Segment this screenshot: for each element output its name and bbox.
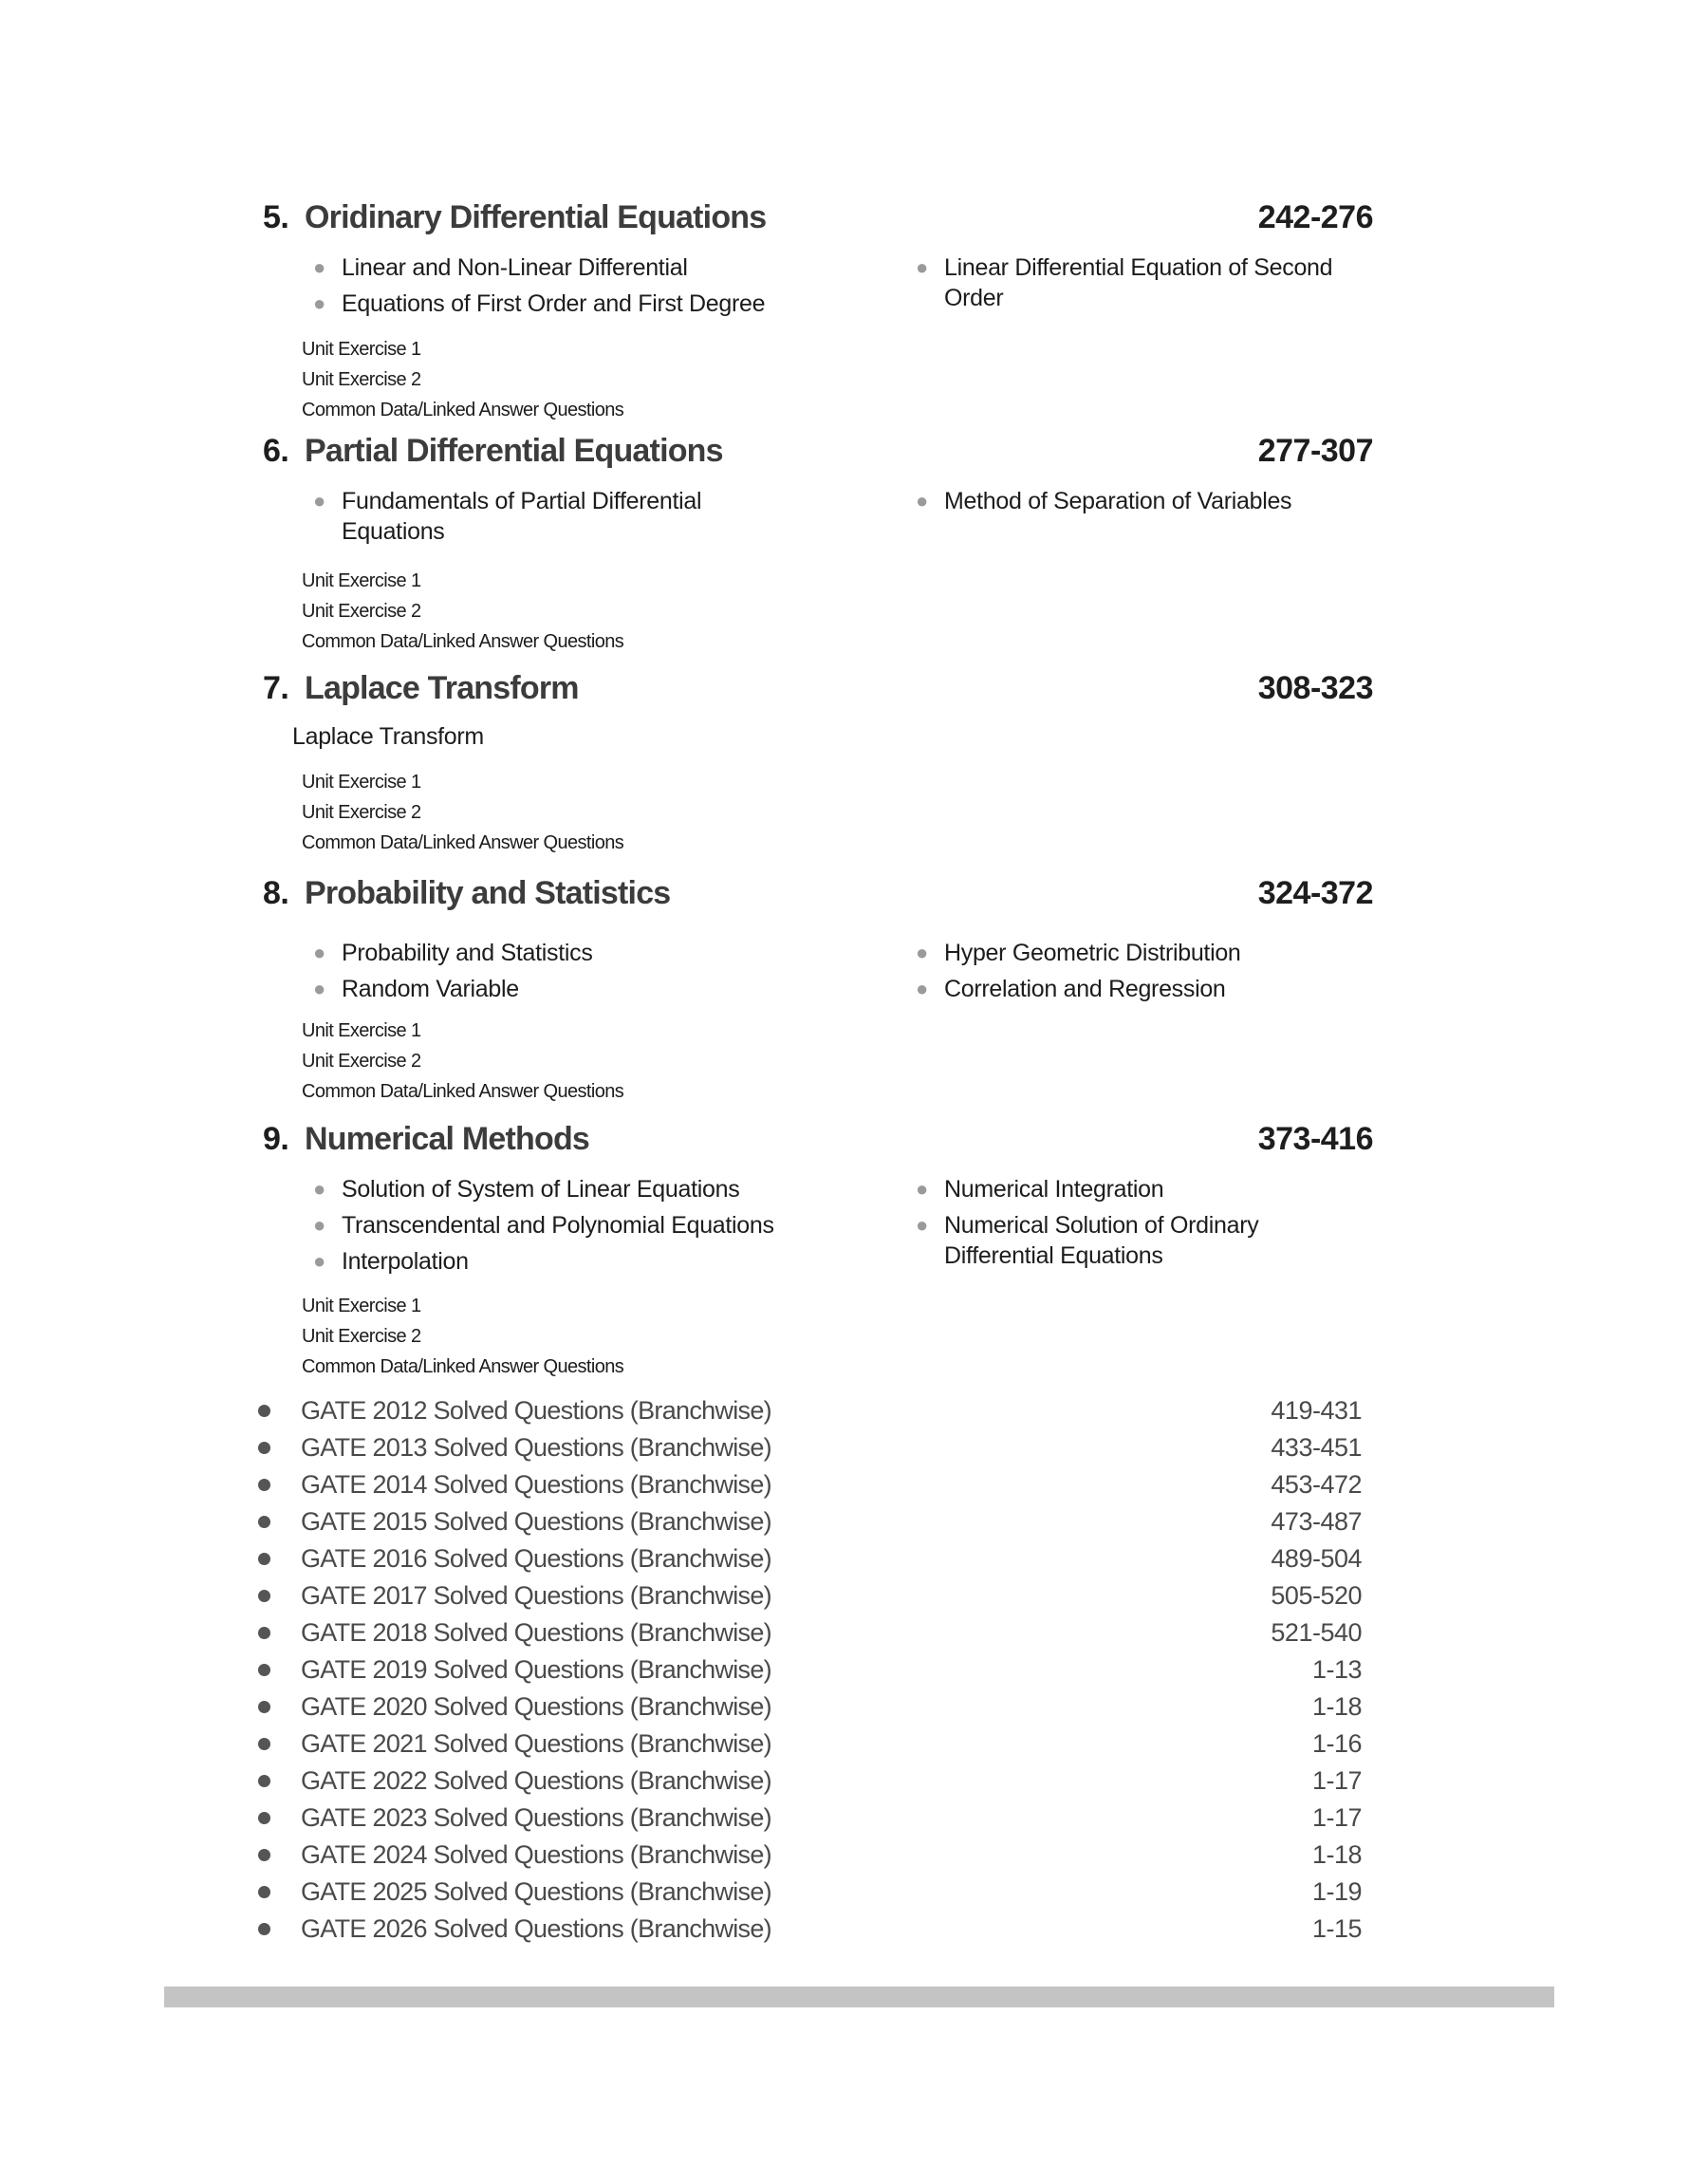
- bullet-icon: ●: [916, 941, 928, 964]
- topic-item[interactable]: ● Numerical Integration: [916, 1176, 1164, 1203]
- gate-paper-pages: 1-18: [1311, 1692, 1362, 1721]
- gate-paper-label: GATE 2013 Solved Questions (Branchwise): [301, 1433, 771, 1462]
- gate-paper-label: GATE 2016 Solved Questions (Branchwise): [301, 1544, 771, 1573]
- exercise-link[interactable]: Common Data/Linked Answer Questions: [302, 1356, 624, 1377]
- gate-paper-row[interactable]: [0, 1509, 1708, 1545]
- chapter-number: 7.: [263, 670, 289, 706]
- chapter-title: Laplace Transform: [305, 670, 579, 706]
- exercise-link[interactable]: Common Data/Linked Answer Questions: [302, 1081, 624, 1102]
- bullet-icon: ●: [313, 1177, 325, 1201]
- chapter-number: 5.: [263, 199, 289, 235]
- bullet-icon: [258, 1738, 270, 1750]
- bullet-icon: [258, 1553, 270, 1565]
- gate-paper-row[interactable]: [0, 1620, 1708, 1656]
- topic-item[interactable]: ● Method of Separation of Variables: [916, 488, 1292, 514]
- exercise-link[interactable]: Common Data/Linked Answer Questions: [302, 400, 624, 420]
- topic-item[interactable]: ● Solution of System of Linear Equations: [313, 1176, 740, 1203]
- bullet-icon: [258, 1923, 270, 1935]
- exercise-link[interactable]: Unit Exercise 2: [302, 369, 421, 390]
- gate-paper-label: GATE 2014 Solved Questions (Branchwise): [301, 1470, 771, 1499]
- gate-paper-pages: 473-487: [1271, 1507, 1362, 1536]
- gate-paper-pages: 433-451: [1271, 1433, 1362, 1462]
- exercise-link[interactable]: Unit Exercise 2: [302, 1326, 421, 1347]
- footer-divider: [164, 1987, 1554, 2007]
- gate-paper-pages: 505-520: [1271, 1581, 1362, 1610]
- bullet-icon: ●: [313, 1213, 325, 1237]
- gate-paper-row[interactable]: [0, 1842, 1708, 1878]
- exercise-link[interactable]: Common Data/Linked Answer Questions: [302, 832, 624, 853]
- gate-paper-pages: 1-17: [1311, 1803, 1362, 1832]
- gate-paper-label: GATE 2020 Solved Questions (Branchwise): [301, 1692, 771, 1721]
- gate-paper-label: GATE 2019 Solved Questions (Branchwise): [301, 1655, 771, 1684]
- chapter-heading[interactable]: [263, 433, 1373, 478]
- bullet-icon: [258, 1516, 270, 1528]
- gate-paper-row[interactable]: [0, 1546, 1708, 1582]
- gate-paper-label: GATE 2012 Solved Questions (Branchwise): [301, 1396, 771, 1425]
- exercise-link[interactable]: Unit Exercise 1: [302, 1020, 421, 1041]
- chapter-pages: 242-276: [1257, 199, 1373, 235]
- bullet-icon: ●: [916, 489, 928, 513]
- gate-paper-row[interactable]: [0, 1657, 1708, 1693]
- chapter-heading[interactable]: [263, 1121, 1373, 1166]
- bullet-icon: [258, 1701, 270, 1713]
- gate-paper-pages: 419-431: [1271, 1396, 1362, 1425]
- chapter-pages: 373-416: [1257, 1121, 1373, 1157]
- chapter-number: 6.: [263, 433, 289, 469]
- bullet-icon: [258, 1886, 270, 1898]
- gate-paper-row[interactable]: [0, 1916, 1708, 1952]
- topic-item[interactable]: ● Numerical Solution of Ordinary Differential Equations: [916, 1212, 1259, 1269]
- gate-paper-label: GATE 2015 Solved Questions (Branchwise): [301, 1507, 771, 1536]
- topic-item[interactable]: ● Probability and Statistics: [313, 940, 593, 966]
- exercise-link[interactable]: Unit Exercise 2: [302, 1051, 421, 1072]
- bullet-icon: ●: [916, 977, 928, 1000]
- topic-item[interactable]: ● Equations of First Order and First Degree: [313, 290, 766, 317]
- bullet-icon: [258, 1775, 270, 1787]
- gate-paper-row[interactable]: [0, 1768, 1708, 1804]
- bullet-icon: ●: [916, 255, 928, 279]
- bullet-icon: [258, 1627, 270, 1639]
- gate-paper-row[interactable]: [0, 1435, 1708, 1471]
- bullet-icon: ●: [313, 941, 325, 964]
- gate-paper-label: GATE 2024 Solved Questions (Branchwise): [301, 1840, 771, 1869]
- bullet-icon: [258, 1664, 270, 1676]
- exercise-link[interactable]: Unit Exercise 2: [302, 802, 421, 823]
- gate-paper-label: GATE 2022 Solved Questions (Branchwise): [301, 1766, 771, 1795]
- gate-paper-label: GATE 2018 Solved Questions (Branchwise): [301, 1618, 771, 1647]
- exercise-link[interactable]: Unit Exercise 2: [302, 601, 421, 622]
- gate-paper-pages: 1-19: [1311, 1877, 1362, 1906]
- chapter-number: 8.: [263, 875, 289, 911]
- bullet-icon: [258, 1812, 270, 1824]
- bullet-icon: [258, 1849, 270, 1861]
- topic-item[interactable]: ● Linear Differential Equation of Second Order: [916, 254, 1333, 311]
- gate-paper-pages: 1-15: [1311, 1914, 1362, 1943]
- gate-paper-row[interactable]: [0, 1731, 1708, 1767]
- gate-paper-pages: 1-17: [1311, 1766, 1362, 1795]
- chapter-title: Numerical Methods: [305, 1121, 590, 1157]
- bullet-icon: [258, 1405, 270, 1417]
- topic-item[interactable]: ● Hyper Geometric Distribution: [916, 940, 1241, 966]
- gate-paper-row[interactable]: [0, 1694, 1708, 1730]
- chapter-heading[interactable]: [263, 670, 1373, 716]
- chapter-title: Partial Differential Equations: [305, 433, 723, 469]
- chapter-heading[interactable]: [263, 875, 1373, 921]
- gate-paper-pages: 1-13: [1311, 1655, 1362, 1684]
- gate-paper-label: GATE 2026 Solved Questions (Branchwise): [301, 1914, 771, 1943]
- exercise-link[interactable]: Unit Exercise 1: [302, 772, 421, 793]
- chapter-pages: 308-323: [1257, 670, 1373, 706]
- bullet-icon: ●: [916, 1213, 928, 1237]
- topic-item[interactable]: ● Random Variable: [313, 976, 519, 1002]
- bullet-icon: ●: [313, 977, 325, 1000]
- gate-paper-label: GATE 2025 Solved Questions (Branchwise): [301, 1877, 771, 1906]
- exercise-link[interactable]: Unit Exercise 1: [302, 339, 421, 360]
- gate-paper-row[interactable]: [0, 1472, 1708, 1508]
- bullet-icon: ●: [313, 1249, 325, 1273]
- bullet-icon: ●: [313, 255, 325, 279]
- exercise-link[interactable]: Unit Exercise 1: [302, 1296, 421, 1316]
- chapter-title: Probability and Statistics: [305, 875, 671, 911]
- topic-item[interactable]: Laplace Transform: [292, 723, 484, 750]
- chapter-title: Oridinary Differential Equations: [305, 199, 767, 235]
- gate-paper-pages: 1-16: [1311, 1729, 1362, 1758]
- chapter-number: 9.: [263, 1121, 289, 1157]
- topic-item[interactable]: ● Fundamentals of Partial Differential Equations: [313, 488, 702, 545]
- chapter-pages: 277-307: [1257, 433, 1373, 469]
- bullet-icon: [258, 1590, 270, 1602]
- topic-item[interactable]: ● Correlation and Regression: [916, 976, 1226, 1002]
- gate-paper-label: GATE 2023 Solved Questions (Branchwise): [301, 1803, 771, 1832]
- gate-paper-row[interactable]: [0, 1398, 1708, 1434]
- gate-paper-pages: 521-540: [1271, 1618, 1362, 1647]
- gate-paper-label: GATE 2021 Solved Questions (Branchwise): [301, 1729, 771, 1758]
- gate-paper-label: GATE 2017 Solved Questions (Branchwise): [301, 1581, 771, 1610]
- gate-paper-pages: 1-18: [1311, 1840, 1362, 1869]
- gate-paper-pages: 453-472: [1271, 1470, 1362, 1499]
- bullet-icon: [258, 1479, 270, 1491]
- bullet-icon: ●: [313, 489, 325, 513]
- topic-item[interactable]: ● Transcendental and Polynomial Equations: [313, 1212, 774, 1239]
- gate-paper-row[interactable]: [0, 1583, 1708, 1619]
- bullet-icon: ●: [916, 1177, 928, 1201]
- exercise-link[interactable]: Common Data/Linked Answer Questions: [302, 631, 624, 652]
- gate-paper-row[interactable]: [0, 1879, 1708, 1915]
- gate-paper-row[interactable]: [0, 1805, 1708, 1841]
- topic-item[interactable]: ● Linear and Non-Linear Differential: [313, 254, 688, 281]
- chapter-heading[interactable]: [263, 199, 1373, 245]
- gate-paper-pages: 489-504: [1271, 1544, 1362, 1573]
- exercise-link[interactable]: Unit Exercise 1: [302, 570, 421, 591]
- bullet-icon: [258, 1442, 270, 1454]
- chapter-pages: 324-372: [1257, 875, 1373, 911]
- topic-item[interactable]: ● Interpolation: [313, 1248, 469, 1275]
- bullet-icon: ●: [313, 291, 325, 315]
